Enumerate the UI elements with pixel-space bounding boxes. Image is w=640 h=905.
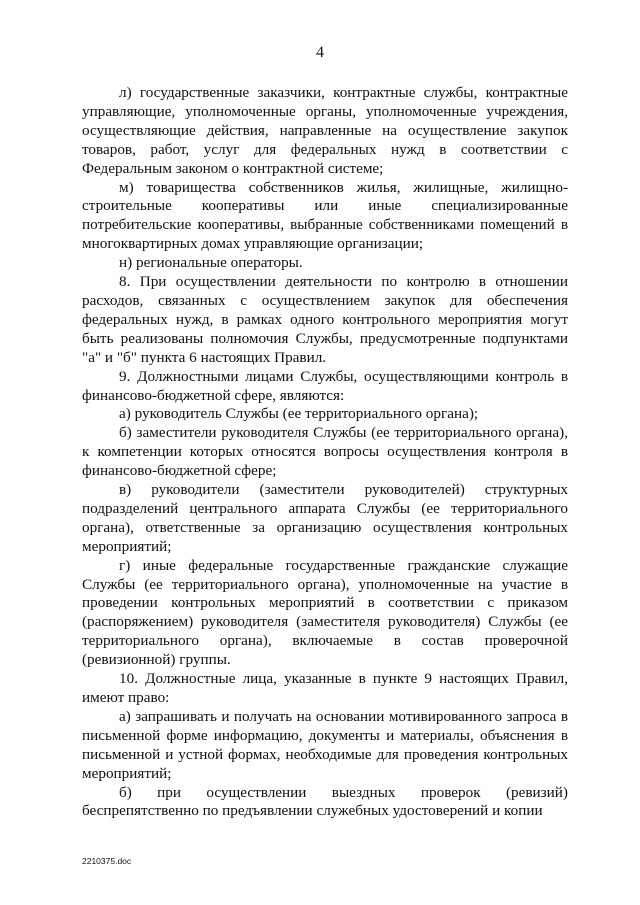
paragraph-9v: в) руководители (заместители руководителей) структурных подразделений центрального аппарата Службы (ее территориального органа), ответственные за организацию осуществления контрольных мероприятий; <box>82 481 568 555</box>
paragraph-10a: а) запрашивать и получать на основании мотивированного запроса в письменной форме информацию, документы и материалы, объяснения в письменной и устной формах, необходимые для проведения контрольных мероприятий; <box>82 707 568 782</box>
paragraph-10b: б) при осуществлении выездных проверок (ревизий) беспрепятственно по предъявлении служебных удостоверений и копии <box>82 783 568 820</box>
paragraph-10: 10. Должностные лица, указанные в пункте 9 настоящих Правил, имеют право: <box>82 670 568 706</box>
paragraph-9: 9. Должностными лицами Службы, осуществляющими контроль в финансово-бюджетной сфере, являются: <box>82 367 568 404</box>
paragraph-n: н) региональные операторы. <box>119 254 303 272</box>
file-name-footer: 2210375.doc <box>82 856 132 866</box>
paragraph-m: м) товарищества собственников жилья, жилищные, жилищно-строительные кооперативы или иные специализированные потребительские кооперативы, выбранные собственниками помещений в многоквартирных домах управляющие организации; <box>82 178 568 253</box>
paragraph-9a: а) руководитель Службы (ее территориального органа); <box>119 405 479 423</box>
paragraph-8: 8. При осуществлении деятельности по контролю в отношении расходов, связанных с осуществлением закупок для обеспечения федеральных нужд, в рамках одного контрольного мероприятия могут быть реализованы полномочия Службы, предусмотренные подпунктами "а" и "б" пункта 6 настоящих Правил. <box>82 273 568 366</box>
paragraph-9g: г) иные федеральные государственные гражданские служащие Службы (ее территориального органа), уполномоченные на участие в проведении контрольных мероприятий в соответствии с приказом (распоряжением) руководителя (заместителя руководителя) Службы (ее территориального органа), включаемые в состав проверочной (ревизионной) группы. <box>82 556 568 669</box>
paragraph-9b: б) заместители руководителя Службы (ее территориального органа), к компетенции которых относятся вопросы осуществления контроля в финансово-бюджетной сфере; <box>82 424 568 480</box>
paragraph-l: л) государственные заказчики, контрактные службы, контрактные управляющие, уполномоченные органы, уполномоченные учреждения, осуществляющие действия, направленные на осуществление закупок товаров, работ, услуг для федеральных нужд в соответствии с Федеральным законом о контрактной системе; <box>82 84 568 177</box>
page-number: 4 <box>316 44 324 61</box>
document-body <box>82 84 568 821</box>
